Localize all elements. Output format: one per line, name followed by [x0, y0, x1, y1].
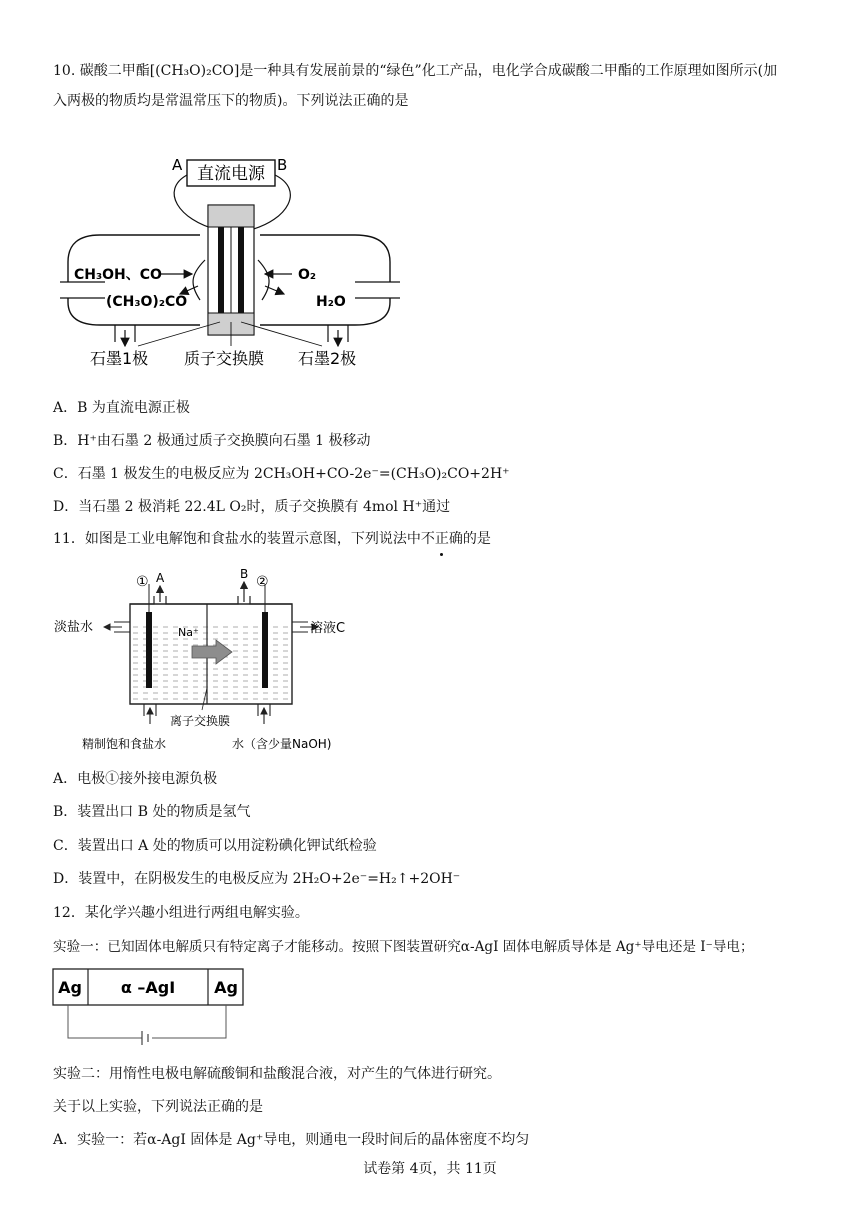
ion-exchange-membrane-label: 离子交换膜 [170, 714, 231, 728]
right-feed-label: O₂ [298, 267, 317, 283]
q10-option-c: C．石墨 1 极发生的电极反应为 2CH₃OH+CO-2e⁻=(CH₃O)₂CO+2H⁺ [53, 466, 510, 482]
left-inlet-pipe [60, 282, 105, 298]
left-feed-label: CH₃OH、CO [74, 267, 162, 283]
q12-option-a: A．实验一：若α-AgI 固体是 Ag⁺导电，则通电一段时间后的晶体密度不均匀 [53, 1132, 530, 1148]
q11-option-c: C．装置出口 A 处的物质可以用淀粉碘化钾试纸检验 [53, 838, 377, 854]
q10-stem-line2: 入两极的物质均是常温常压下的物质)。下列说法正确的是 [53, 93, 409, 109]
label-graphite-2: 石墨2极 [298, 349, 357, 368]
outlet-a-label: A [156, 571, 165, 585]
water-naoh-label: 水（含少量NaOH) [232, 737, 332, 751]
right-swirl [258, 260, 269, 300]
left-swirl [193, 260, 205, 300]
right-inlet-pipe [355, 282, 400, 298]
q11-option-b: B．装置出口 B 处的物质是氢气 [53, 804, 251, 820]
ag-left-label: Ag [58, 978, 82, 997]
vessel-right-wall [260, 235, 390, 325]
tank-top-ports [130, 596, 292, 604]
q11-option-d: D．装置中，在阴极发生的电极反应为 2H₂O+2e⁻=H₂↑+2OH⁻ [53, 871, 461, 887]
q12-experiment-2: 实验二：用惰性电极电解硫酸铜和盐酸混合液，对产生的气体进行研究。 [53, 1066, 501, 1082]
q10-stem-line1: 10. 碳酸二甲酯[(CH₃O)₂CO]是一种具有发展前景的“绿色”化工产品，电化学合成碳酸二甲酯的工作原理如图所示(加 [53, 63, 778, 79]
q12-experiment-1: 实验一：已知固体电解质只有特定离子才能移动。按照下图装置研究α-AgI 固体电解质导体是 Ag⁺导电还是 I⁻导电； [53, 939, 754, 955]
saturated-brine-label: 精制饱和食盐水 [82, 737, 167, 751]
agi-cell-figure-q12 [52, 968, 248, 1050]
power-source-label: 直流电源 [197, 164, 265, 184]
external-circuit [68, 1005, 226, 1038]
na-ion-label: Na⁺ [178, 626, 199, 639]
membrane-cap-top [208, 205, 254, 227]
page-footer: 试卷第 4页，共 11页 [363, 1161, 497, 1177]
electrode-1-label: ① [136, 574, 149, 590]
q11-stem [53, 528, 491, 550]
solution-c-label: 溶液C [310, 621, 346, 636]
dilute-brine-label: 淡盐水 [54, 620, 94, 635]
label-proton-membrane: 质子交换膜 [184, 349, 265, 368]
electrode-2 [262, 612, 268, 688]
graphite-electrode-1 [218, 227, 224, 313]
q10-option-a: A．B 为直流电源正极 [53, 400, 190, 416]
left-product-label: (CH₃O)₂CO [106, 294, 188, 310]
right-product-label: H₂O [316, 294, 346, 310]
brine-electrolysis-figure-q11 [52, 564, 352, 756]
pole-a-label: A [172, 156, 183, 174]
pole-b-label: B [277, 156, 288, 174]
q10-option-b: B．H⁺由石墨 2 极通过质子交换膜向石墨 1 极移动 [53, 433, 371, 449]
q11-stem-post: 的是 [462, 531, 491, 547]
electrode-1 [146, 612, 152, 688]
electrode-2-label: ② [256, 574, 269, 590]
q11-stem-pre: 11．如图是工业电解饱和食盐水的装置示意图，下列说法中 [53, 531, 421, 547]
ag-right-label: Ag [214, 978, 238, 997]
electrolysis-cell-figure-q10 [60, 150, 400, 372]
label-graphite-1: 石墨1极 [90, 349, 149, 368]
alpha-agi-label: α –AgI [120, 978, 176, 997]
q12-question: 关于以上实验，下列说法正确的是 [53, 1099, 263, 1115]
q11-stem-emphasis: 不正确 [421, 528, 463, 550]
outlet-b-label: B [240, 567, 249, 581]
q12-stem: 12．某化学兴趣小组进行两组电解实验。 [53, 905, 309, 921]
graphite-electrode-2 [238, 227, 244, 313]
q11-option-a: A．电极①接外接电源负极 [53, 771, 218, 787]
q10-option-d: D．当石墨 2 极消耗 22.4L O₂时，质子交换膜有 4mol H⁺通过 [53, 499, 451, 515]
